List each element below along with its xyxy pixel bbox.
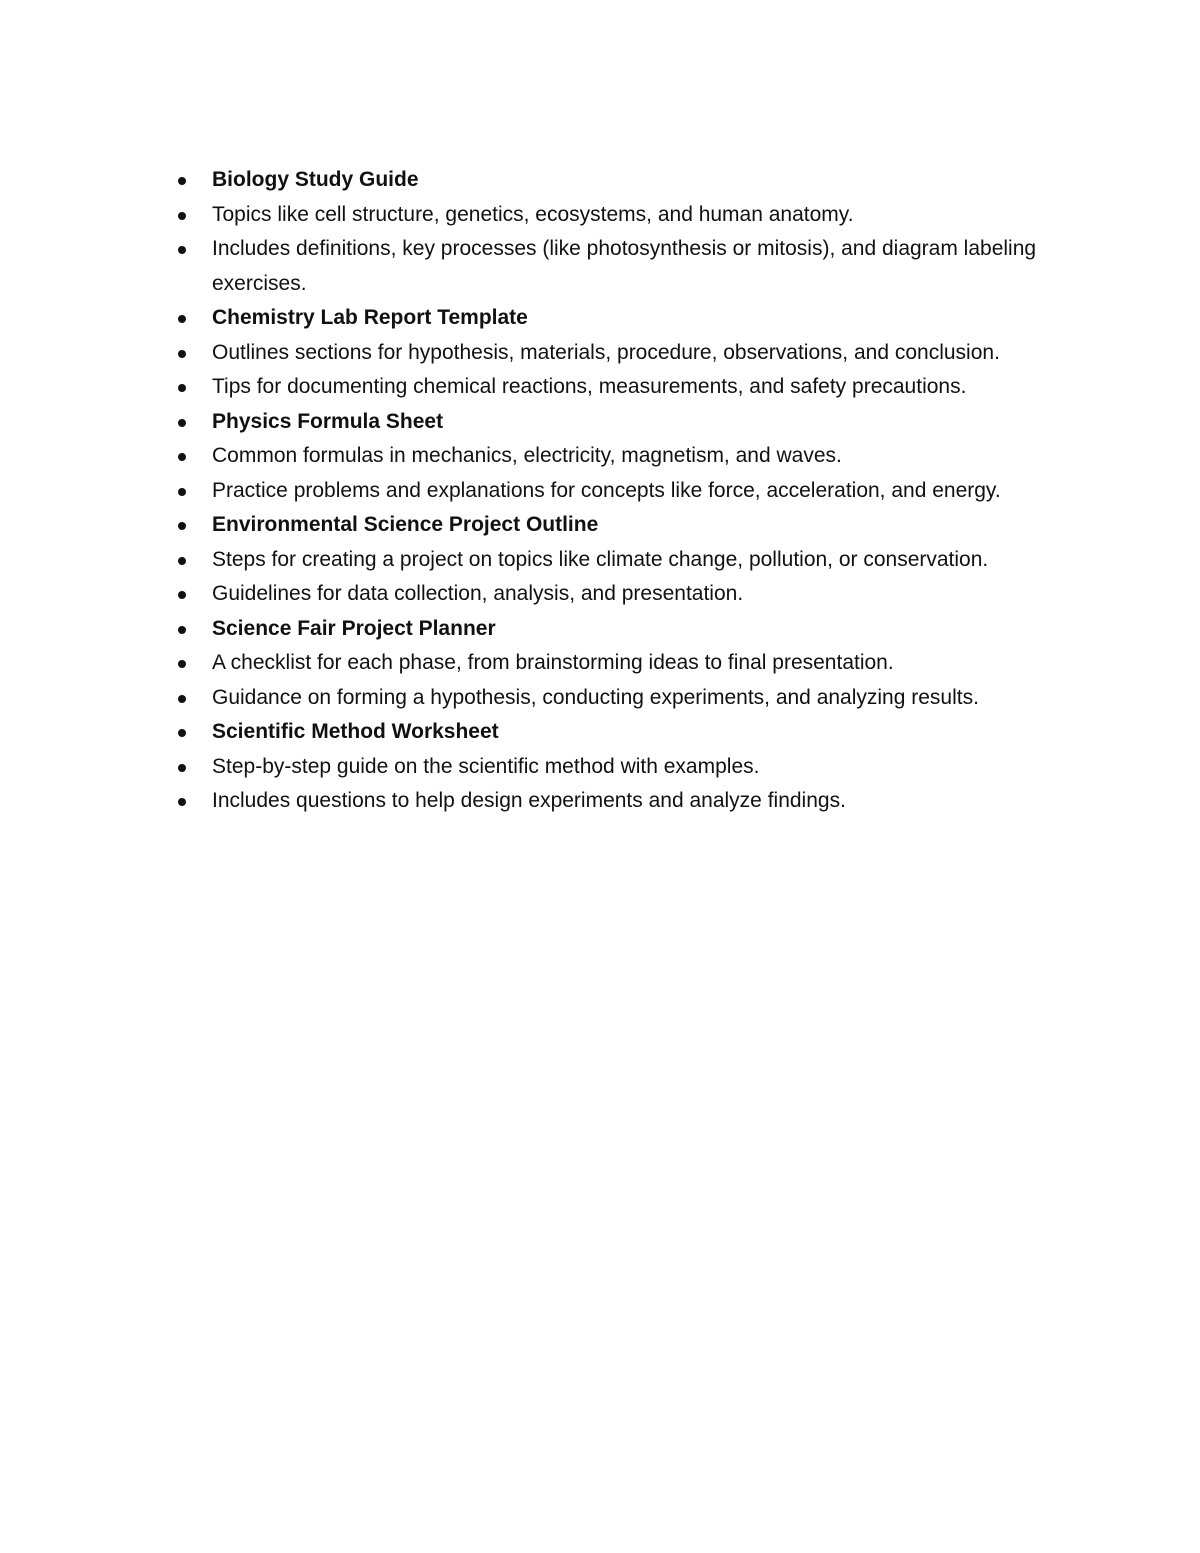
- list-item-text: Chemistry Lab Report Template: [212, 306, 528, 329]
- list-item-text: Environmental Science Project Outline: [212, 513, 599, 536]
- bullet-icon: [178, 453, 186, 461]
- list-item-text: Scientific Method Worksheet: [212, 720, 499, 743]
- bullet-icon: [178, 315, 186, 323]
- bullet-icon: [178, 764, 186, 772]
- list-item-text: Guidance on forming a hypothesis, conducting experiments, and analyzing results.: [212, 685, 979, 709]
- list-item-text: A checklist for each phase, from brainstorming ideas to final presentation.: [212, 651, 894, 674]
- list-item-text: Physics Formula Sheet: [212, 409, 444, 433]
- list-item: [178, 646, 1058, 681]
- bullet-icon: [178, 591, 186, 599]
- bullet-icon: [178, 522, 186, 530]
- list-item: [178, 370, 1058, 405]
- list-item-text: Steps for creating a project on topics like climate change, pollution, or conservation.: [212, 547, 989, 571]
- list-item-text: Includes definitions, key processes (like photosynthesis or mitosis), and diagram labeling exercises.: [212, 237, 1037, 295]
- list-item: [178, 681, 1058, 716]
- bullet-icon: [178, 419, 186, 427]
- bullet-icon: [178, 246, 186, 254]
- bullet-icon: [178, 384, 186, 392]
- bullet-icon: [178, 212, 186, 220]
- bullet-icon: [178, 729, 186, 737]
- list-item-text: Step-by-step guide on the scientific method with examples.: [212, 754, 760, 778]
- bullet-icon: [178, 177, 186, 185]
- list-item-heading: [178, 405, 1058, 440]
- list-item-text: Tips for documenting chemical reactions, measurements, and safety precautions.: [212, 375, 967, 398]
- list-item-heading: [178, 715, 1058, 750]
- bullet-icon: [178, 660, 186, 668]
- bullet-icon: [178, 695, 186, 703]
- list-item: [178, 336, 1058, 371]
- bullet-icon: [178, 488, 186, 496]
- list-item-heading: [178, 163, 1058, 198]
- list-item-text: Science Fair Project Planner: [212, 616, 496, 640]
- list-item: [178, 232, 1058, 301]
- list-item: [178, 543, 1058, 578]
- list-item-text: Includes questions to help design experiments and analyze findings.: [212, 789, 846, 812]
- list-item: [178, 750, 1058, 785]
- bullet-icon: [178, 557, 186, 565]
- bullet-icon: [178, 798, 186, 806]
- list-item: [178, 577, 1058, 612]
- list-item-text: Common formulas in mechanics, electricity, magnetism, and waves.: [212, 444, 842, 467]
- list-item-text: Topics like cell structure, genetics, ecosystems, and human anatomy.: [212, 202, 854, 226]
- list-item-text: Practice problems and explanations for concepts like force, acceleration, and energy.: [212, 478, 1001, 502]
- list-item-heading: [178, 612, 1058, 647]
- bullet-list: [178, 163, 1058, 819]
- bullet-icon: [178, 350, 186, 358]
- list-item-heading: [178, 301, 1058, 336]
- list-item-text: Biology Study Guide: [212, 168, 419, 191]
- list-item: [178, 439, 1058, 474]
- list-item-text: Guidelines for data collection, analysis, and presentation.: [212, 582, 744, 605]
- list-item: [178, 784, 1058, 819]
- list-item: [178, 198, 1058, 233]
- bullet-icon: [178, 626, 186, 634]
- list-item-heading: [178, 508, 1058, 543]
- list-item: [178, 474, 1058, 509]
- list-item-text: Outlines sections for hypothesis, materials, procedure, observations, and conclusion.: [212, 340, 1000, 364]
